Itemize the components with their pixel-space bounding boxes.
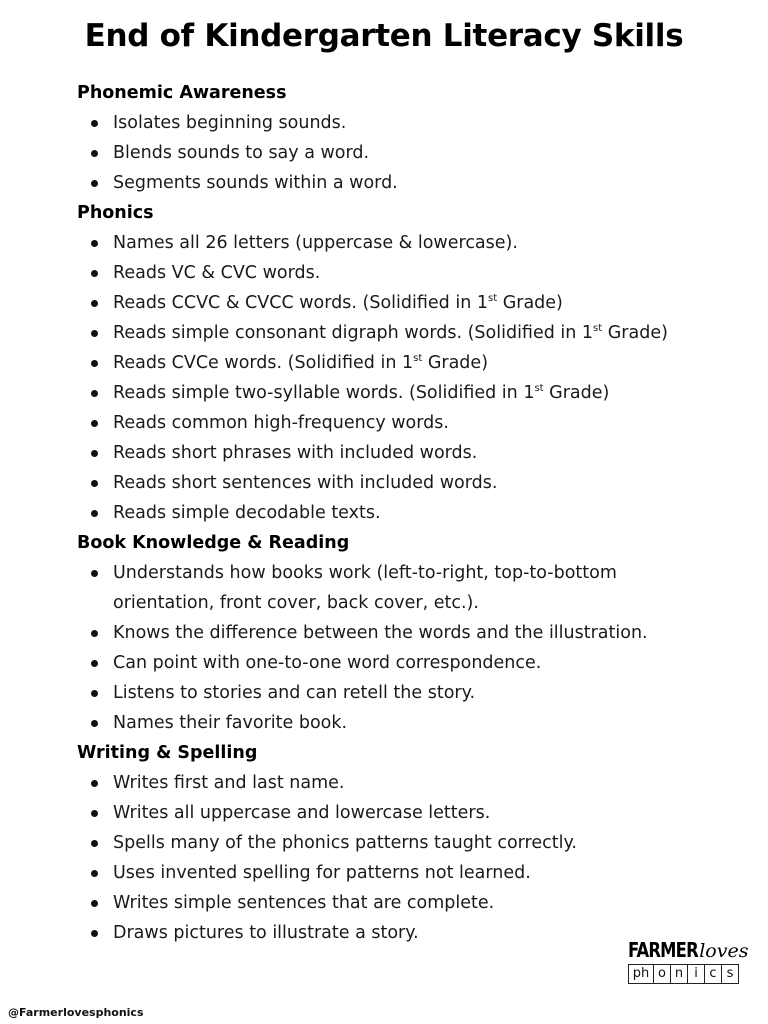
footer-social-handle: @Farmerlovesphonics — [8, 1006, 144, 1019]
list-item-text: Reads simple consonant digraph words. — [113, 323, 463, 343]
list-item-continuation: orientation, front cover, back cover, etc.). — [113, 593, 479, 613]
list-item — [77, 498, 737, 528]
list-item-text: Draws pictures to illustrate a story. — [113, 923, 419, 943]
list-item-text: Reads simple decodable texts. — [113, 503, 381, 523]
list-item-text: Names all 26 letters (uppercase & lowercase). — [113, 233, 518, 253]
logo-farmer-text: FARMER — [628, 938, 698, 962]
farmer-loves-phonics-logo — [628, 938, 749, 984]
list-item — [77, 468, 737, 498]
logo-tile: c — [704, 964, 721, 984]
list-item-text: Writes first and last name. — [113, 773, 345, 793]
list-item — [77, 318, 737, 348]
grade-note: (Solidified in 1st Grade) — [467, 323, 668, 343]
list-item — [77, 408, 737, 438]
page-title: End of Kindergarten Literacy Skills — [84, 18, 684, 54]
list-item — [77, 828, 737, 858]
bullet-list — [77, 768, 737, 948]
list-item-text: Writes simple sentences that are complete. — [113, 893, 495, 913]
list-item — [77, 648, 737, 678]
list-item — [77, 858, 737, 888]
list-item — [77, 168, 737, 198]
list-item-text: Listens to stories and can retell the story. — [113, 683, 476, 703]
section-heading: Book Knowledge & Reading — [77, 533, 350, 553]
list-item-text: Blends sounds to say a word. — [113, 143, 370, 163]
list-item-text: Reads VC & CVC words. — [113, 263, 321, 283]
list-item — [77, 708, 737, 738]
list-item — [77, 378, 737, 408]
logo-tile: s — [721, 964, 739, 984]
list-item-text: Segments sounds within a word. — [113, 173, 398, 193]
list-item-text: Reads short sentences with included words. — [113, 473, 498, 493]
list-item-text: Reads CCVC & CVCC words. — [113, 293, 357, 313]
section-heading: Phonemic Awareness — [77, 83, 287, 103]
logo-tile: n — [670, 964, 687, 984]
bullet-list — [77, 108, 737, 198]
list-item-text: Reads common high-frequency words. — [113, 413, 449, 433]
section — [77, 528, 737, 738]
list-item — [77, 228, 737, 258]
list-item — [77, 618, 737, 648]
list-item-text: Reads CVCe words. — [113, 353, 283, 373]
logo-loves-text: loves — [699, 940, 749, 962]
logo-letter-tiles — [628, 964, 746, 984]
list-item-text: Reads simple two-syllable words. — [113, 383, 404, 403]
list-item-text: Writes all uppercase and lowercase letters. — [113, 803, 491, 823]
bullet-list — [77, 558, 737, 738]
logo-tile: ph — [628, 964, 653, 984]
list-item-text: Understands how books work (left-to-right, top-to-bottom — [113, 563, 617, 583]
logo-tile: o — [653, 964, 670, 984]
list-item — [77, 348, 737, 378]
list-item-text: Knows the difference between the words and the illustration. — [113, 623, 648, 643]
logo-tile: i — [687, 964, 704, 984]
list-item — [77, 258, 737, 288]
list-item — [77, 558, 737, 588]
list-item — [77, 888, 737, 918]
list-item-text: Uses invented spelling for patterns not learned. — [113, 863, 531, 883]
grade-note: (Solidified in 1st Grade) — [362, 293, 563, 313]
list-item-text: Can point with one-to-one word correspondence. — [113, 653, 542, 673]
grade-note: (Solidified in 1st Grade) — [287, 353, 489, 373]
section-heading: Phonics — [77, 203, 154, 223]
section — [77, 198, 737, 528]
document-body — [77, 78, 737, 948]
list-item-text: Names their favorite book. — [113, 713, 348, 733]
list-item — [77, 798, 737, 828]
list-item — [77, 438, 737, 468]
list-item-text: Isolates beginning sounds. — [113, 113, 347, 133]
list-item — [77, 678, 737, 708]
section — [77, 738, 737, 948]
grade-note: (Solidified in 1st Grade) — [409, 383, 610, 403]
section-heading: Writing & Spelling — [77, 743, 258, 763]
list-item — [77, 108, 737, 138]
list-item — [77, 768, 737, 798]
list-item — [77, 288, 737, 318]
section — [77, 78, 737, 198]
list-item-text: Spells many of the phonics patterns taught correctly. — [113, 833, 577, 853]
list-item-text: Reads short phrases with included words. — [113, 443, 478, 463]
list-item — [77, 138, 737, 168]
bullet-list — [77, 228, 737, 528]
